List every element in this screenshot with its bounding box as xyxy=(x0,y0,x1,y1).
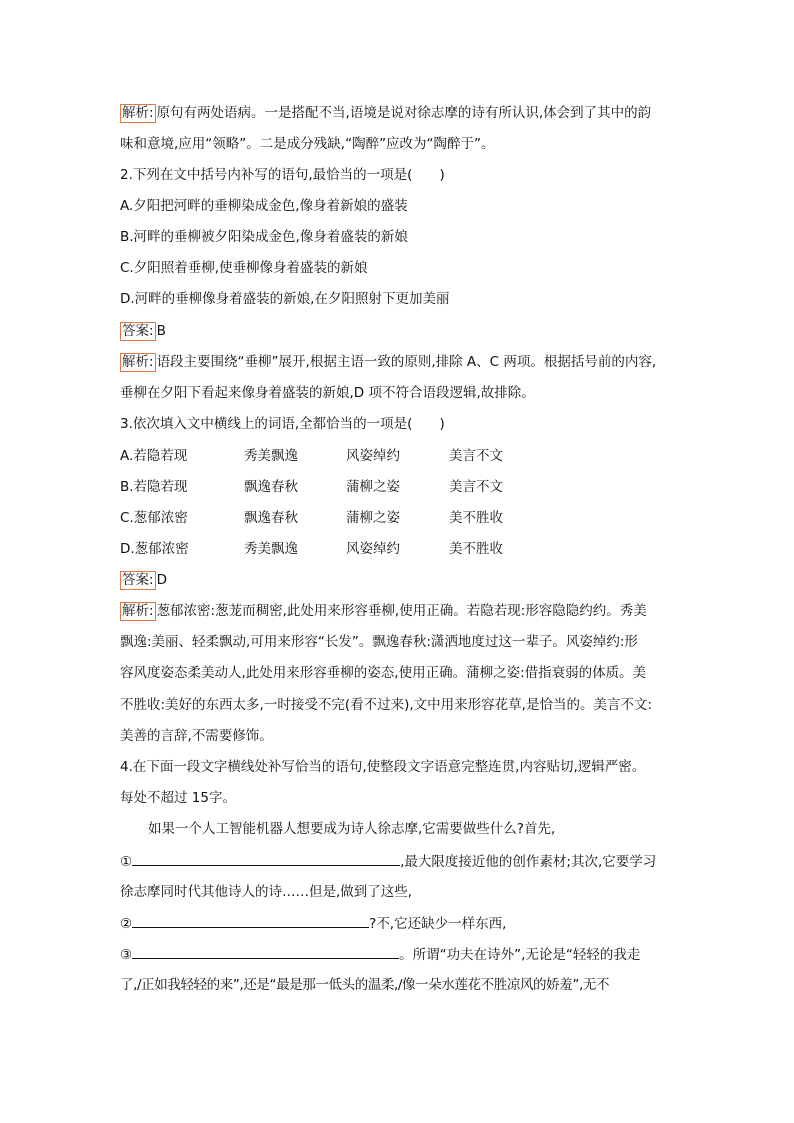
option-word: C.葱郁浓密 xyxy=(120,510,188,526)
question-2-option-b: B.河畔的垂柳被夕阳染成金色,像身着盛装的新娘 xyxy=(120,229,408,245)
option-word: 秀美飘逸 xyxy=(244,541,298,557)
analysis-tag: 解析: xyxy=(122,354,154,370)
blank-following-text: ,最大限度接近他的创作素材;其次,它要学习 xyxy=(400,854,657,870)
question-3-analysis-line3: 容风度姿态柔美动人,此处用来形容垂柳的姿态,使用正确。蒲柳之姿:借指衰弱的体质。美 xyxy=(120,665,647,681)
option-word: 飘逸春秋 xyxy=(244,510,298,526)
question-2-analysis-line1 xyxy=(120,352,656,372)
question-2-stem: 2.下列在文中括号内补写的语句,最恰当的一项是( ) xyxy=(120,167,445,183)
option-word: B.若隐若现 xyxy=(120,479,188,495)
option-word: 秀美飘逸 xyxy=(244,448,298,464)
option-word: 风姿绰约 xyxy=(346,541,400,557)
question-4-paragraph-line1: 如果一个人工智能机器人想要成为诗人徐志摩,它需要做些什么?首先, xyxy=(148,821,556,837)
fill-blank-3[interactable] xyxy=(132,944,399,959)
question-2-answer xyxy=(120,321,166,341)
option-word: 美不胜收 xyxy=(449,541,503,557)
question-3-analysis-line4: 不胜收:美好的东西太多,一时接受不完(看不过来),文中用来形容花草,是恰当的。美言不文: xyxy=(120,697,653,713)
question-4-stem-line1: 4.在下面一段文字横线处补写恰当的语句,使整段文字语意完整连贯,内容贴切,逻辑严密。 xyxy=(120,759,646,775)
question-2-option-a: A.夕阳把河畔的垂柳染成金色,像身着新娘的盛装 xyxy=(120,198,408,214)
answer-value: D xyxy=(156,572,167,588)
question-4-blank-line3 xyxy=(120,944,640,965)
analysis-tag: 解析: xyxy=(122,105,154,121)
analysis-q1-line2: 味和意境,应用“领略”。二是成分残缺,“陶醉”应改为“陶醉于”。 xyxy=(120,136,495,152)
blank-number: ③ xyxy=(120,947,133,963)
option-word: A.若隐若现 xyxy=(120,448,188,464)
fill-blank-2[interactable] xyxy=(132,913,369,928)
question-3-analysis-line1 xyxy=(120,601,647,621)
fill-blank-1[interactable] xyxy=(132,851,400,866)
option-word: 飘逸春秋 xyxy=(244,479,298,495)
answer-value: B xyxy=(156,323,166,339)
question-4-stem-line2: 每处不超过 15字。 xyxy=(120,790,236,806)
option-word: 蒲柳之姿 xyxy=(346,510,400,526)
analysis-tag: 解析: xyxy=(122,603,154,619)
answer-tag: 答案: xyxy=(122,323,154,339)
option-word: D.葱郁浓密 xyxy=(120,541,189,557)
answer-tag: 答案: xyxy=(122,572,154,588)
analysis-q1-line1 xyxy=(120,103,651,123)
question-4-blank-line2 xyxy=(120,913,506,934)
analysis-text: 原句有两处语病。一是搭配不当,语境是说对徐志摩的诗有所认识,体会到了其中的韵 xyxy=(156,105,652,121)
blank-number: ① xyxy=(120,854,133,870)
question-3-analysis-line5: 美善的言辞,不需要修饰。 xyxy=(120,728,273,744)
analysis-text: 葱郁浓密:葱茏而稠密,此处用来形容垂柳,使用正确。若隐若现:形容隐隐约约。秀美 xyxy=(156,603,647,619)
option-word: 美不胜收 xyxy=(449,510,503,526)
option-word: 美言不文 xyxy=(449,448,503,464)
question-3-stem: 3.依次填入文中横线上的词语,全都恰当的一项是( ) xyxy=(120,416,445,432)
question-4-paragraph-line3: 徐志摩同时代其他诗人的诗……但是,做到了这些, xyxy=(120,884,413,900)
blank-following-text: ?不,它还缺少一样东西, xyxy=(369,916,507,932)
option-word: 美言不文 xyxy=(449,479,503,495)
question-2-option-c: C.夕阳照着垂柳,使垂柳像身着盛装的新娘 xyxy=(120,260,368,276)
option-word: 蒲柳之姿 xyxy=(346,479,400,495)
question-3-answer xyxy=(120,570,167,590)
question-4-blank-line1 xyxy=(120,851,656,872)
question-3-analysis-line2: 飘逸:美丽、轻柔飘动,可用来形容“长发”。飘逸春秋:潇洒地度过这一辈子。风姿绰约:形 xyxy=(120,634,638,650)
blank-following-text: 。所谓“功夫在诗外”,无论是“轻轻的我走 xyxy=(399,947,641,963)
analysis-text: 语段主要围绕“垂柳”展开,根据主语一致的原则,排除 A、C 两项。根据括号前的内容, xyxy=(156,354,657,370)
option-word: 风姿绰约 xyxy=(346,448,400,464)
question-4-paragraph-line6: 了,/正如我轻轻的来”,还是“最是那一低头的温柔,/像一朵水莲花不胜凉风的娇羞”,无不 xyxy=(120,977,610,993)
blank-number: ② xyxy=(120,916,133,932)
question-2-option-d: D.河畔的垂柳像身着盛装的新娘,在夕阳照射下更加美丽 xyxy=(120,291,450,307)
question-2-analysis-line2: 垂柳在夕阳下看起来像身着盛装的新娘,D 项不符合语段逻辑,故排除。 xyxy=(120,385,535,401)
